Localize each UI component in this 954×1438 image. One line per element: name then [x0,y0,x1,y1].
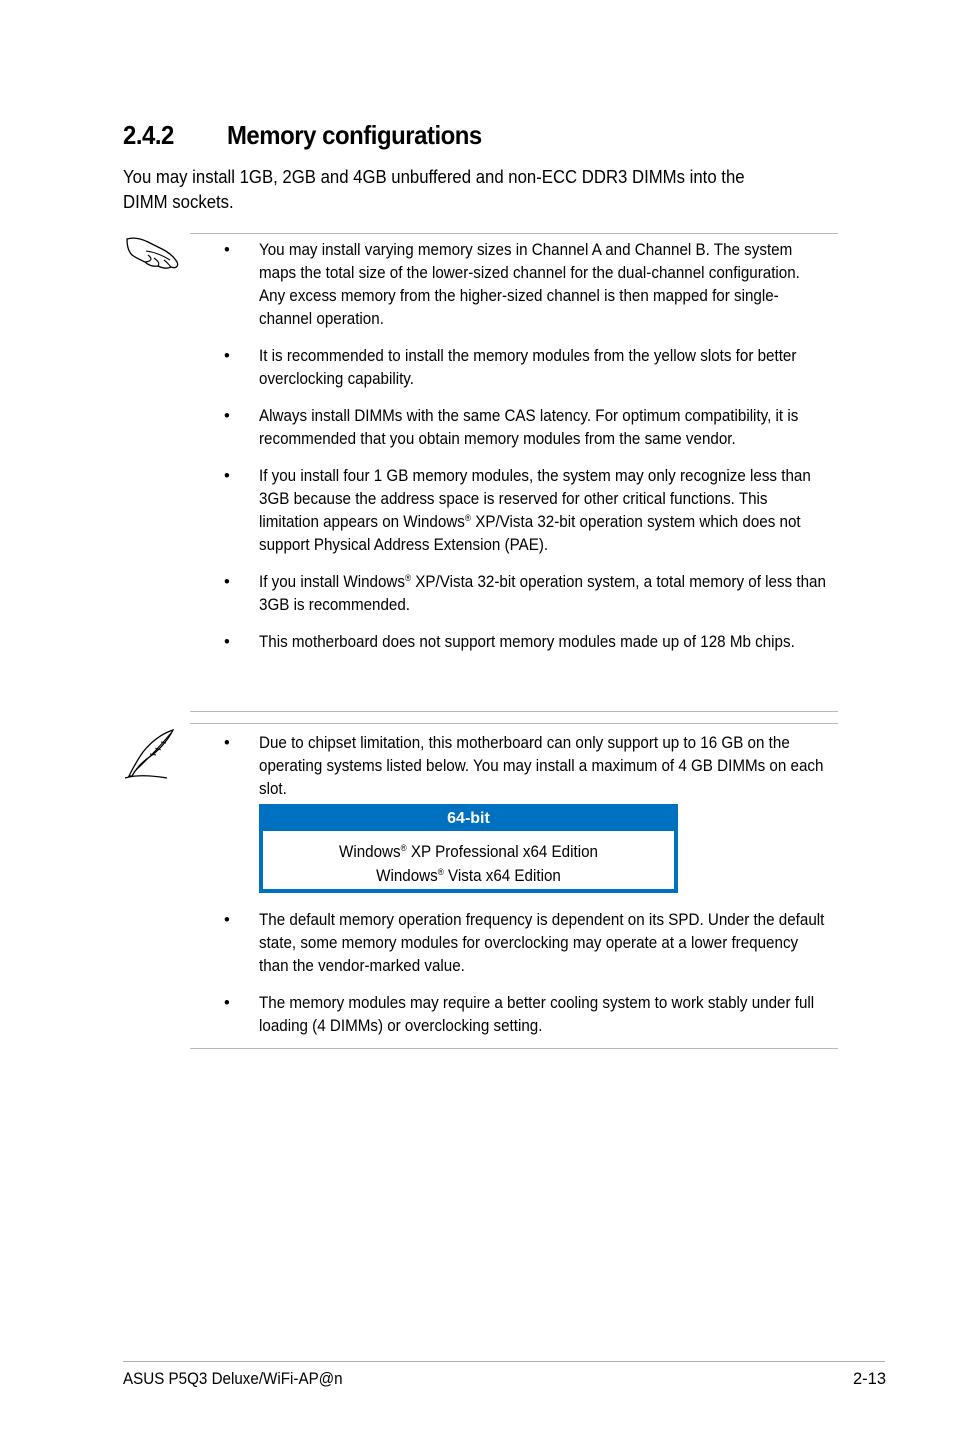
bullet: • [224,407,230,425]
bullet: • [224,347,230,365]
notes-list-2 [190,909,838,1052]
feather-pen-icon [121,728,177,782]
list-item [190,732,838,801]
list-item-text: You may install varying memory sizes in Channel A and Channel B. The system maps the total size of the lower-sized channel for the dual-channel configuration. Any excess memory from the higher-sized channel is then mapped for single-channel operation. [259,241,800,328]
section-title: Memory configurations [226,120,482,150]
list-item-text: This motherboard does not support memory modules made up of 128 Mb chips. [259,633,795,651]
list-item-text: Always install DIMMs with the same CAS latency. For optimum compatibility, it is recommended that you obtain memory modules from the same vendor. [259,407,799,448]
footer-rule [123,1361,885,1362]
list-item [190,992,838,1038]
list-item [190,909,838,978]
intro-paragraph: You may install 1GB, 2GB and 4GB unbuffered and non-ECC DDR3 DIMMs into the DIMM sockets. [123,167,745,212]
page-number: 2-13 [852,1370,886,1388]
table-cell: Windows® Vista x64 Edition [376,867,561,885]
bullet: • [224,241,230,259]
table-header: 64-bit [262,807,675,831]
list-item-text: It is recommended to install the memory modules from the yellow slots for better overclocking capability. [259,347,797,388]
bullet: • [224,467,230,485]
important-bottom-rule [190,711,838,712]
list-item-text: If you install four 1 GB memory modules, the system may only recognize less than 3GB because the address space is reserved for other critical functions. This limitation appears on Windows® XP/Vista 32-bit operation system which does not support Physical Address Extension (PAE). [259,467,811,554]
table-row [279,864,657,888]
bullet: • [224,734,230,752]
list-item [190,239,838,331]
list-item [190,345,838,391]
list-item-text: Due to chipset limitation, this motherboard can only support up to 16 GB on the operating systems listed below. You may install a maximum of 4 GB DIMMs on each slot. [259,734,824,798]
list-item-text: The default memory operation frequency is dependent on its SPD. Under the default state, some memory modules for overclocking may operate at a lower frequency than the vendor-marked value. [259,911,825,975]
list-item-text: The memory modules may require a better cooling system to work stably under full loading (4 DIMMs) or overclocking setting. [259,994,815,1035]
important-top-rule [190,233,838,234]
list-item [190,631,838,654]
os-support-table [259,804,678,893]
bullet: • [224,911,230,929]
section-number: 2.4.2 [123,120,174,150]
section-heading [123,120,482,151]
list-item [190,465,838,557]
footer-product-name: ASUS P5Q3 Deluxe/WiFi-AP@n [123,1370,343,1388]
note-bottom-rule [190,1048,838,1049]
notes-list-1 [190,732,838,815]
important-notes-list [190,239,838,668]
bullet: • [224,573,230,591]
bullet: • [224,633,230,651]
list-item [190,405,838,451]
note-top-rule [190,723,838,724]
table-cell: Windows® XP Professional x64 Edition [339,843,598,861]
table-row [279,840,657,864]
hand-pointing-icon [124,233,180,273]
list-item-text: If you install Windows® XP/Vista 32-bit operation system, a total memory of less than 3GB is recommended. [259,573,826,614]
list-item [190,571,838,617]
bullet: • [224,994,230,1012]
